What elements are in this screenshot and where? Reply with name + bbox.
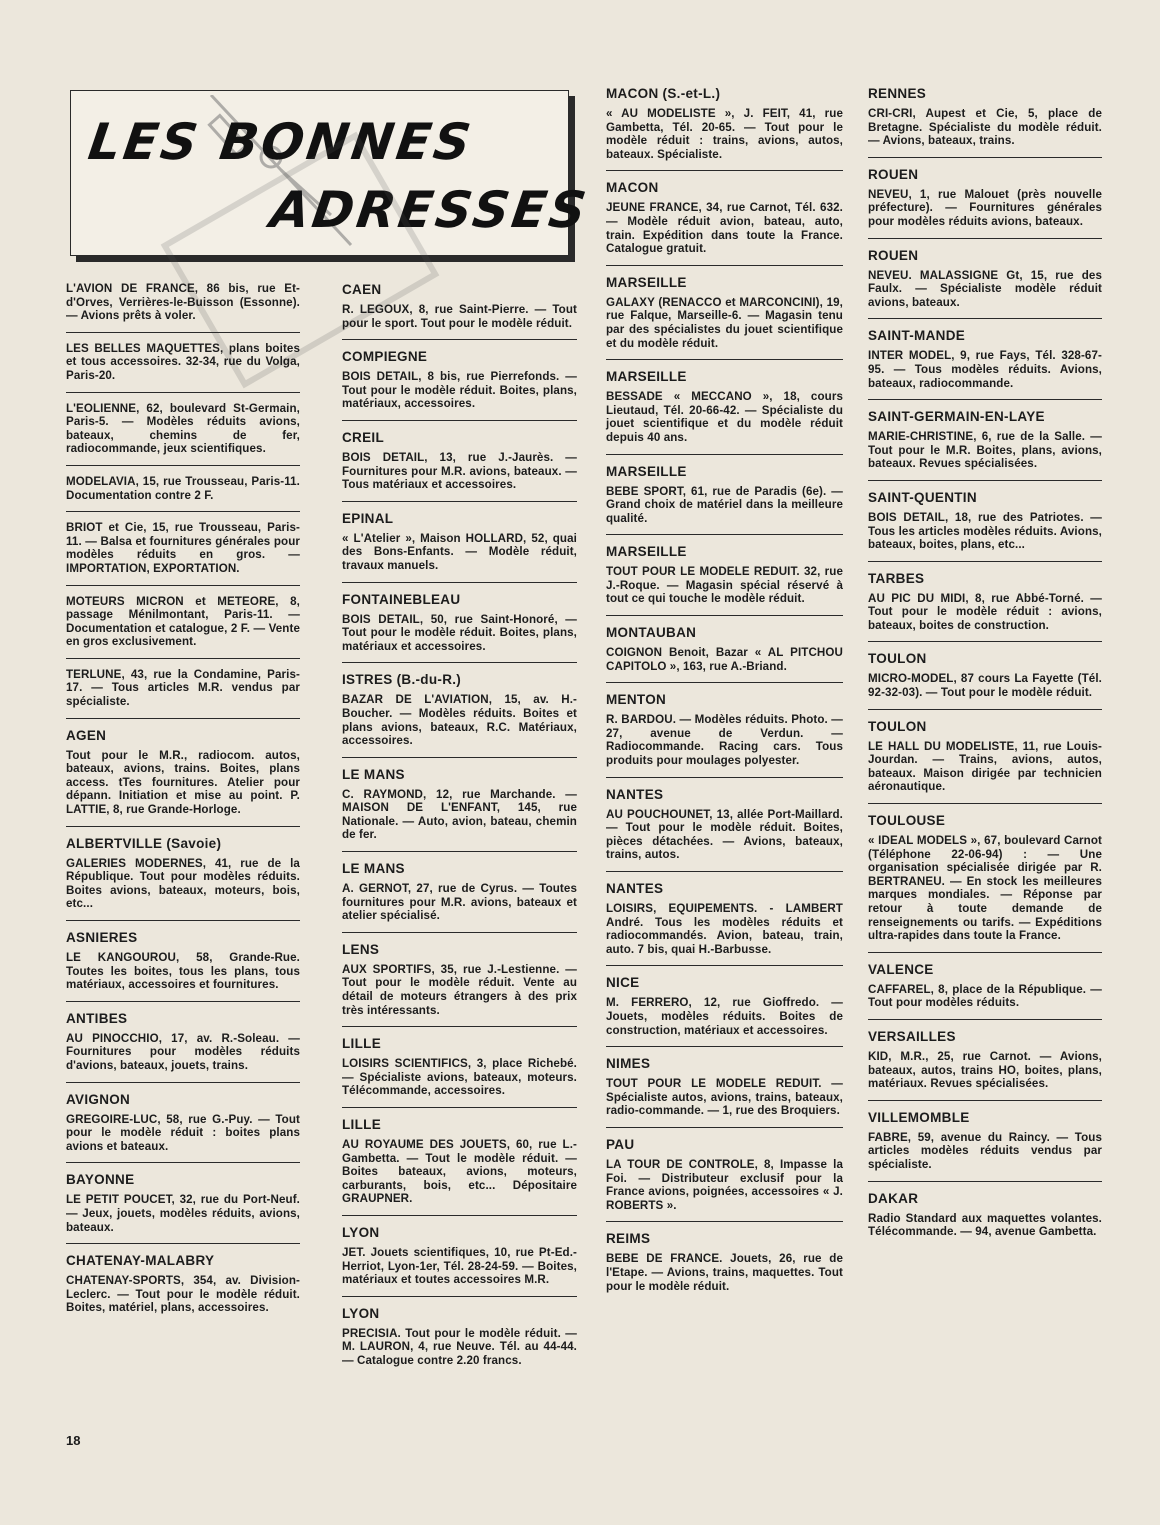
address-text: LES BELLES MAQUETTES, plans boites et tous accessoires. 32-34, rue du Volga, Paris-20. — [66, 341, 300, 382]
city-heading: ANTIBES — [66, 1010, 128, 1026]
address-entry — [342, 1306, 577, 1377]
address-entry — [606, 544, 843, 616]
address-entry — [342, 1036, 577, 1108]
address-entry — [868, 1029, 1102, 1101]
city-heading: AVIGNON — [66, 1091, 131, 1107]
city-heading: LENS — [342, 941, 380, 957]
city-heading: MONTAUBAN — [606, 625, 697, 641]
address-text: BOIS DETAIL, 8 bis, rue Pierrefonds. — Tout pour le modèle réduit. Boites, plans, matériaux, accessoires. — [342, 370, 577, 411]
address-text: TOUT POUR LE MODELE REDUIT. 32, rue J.-Roque. — Magasin spécial réservé à tout ce qui touche le modèle réduit. — [606, 565, 843, 606]
address-entry — [606, 180, 843, 265]
address-entry — [342, 282, 577, 340]
address-entry — [342, 767, 577, 852]
city-heading: CREIL — [342, 429, 384, 445]
address-text: BAZAR DE L'AVIATION, 15, av. H.-Boucher. — Modèles réduits. Boites et plans avions, bateaux, R.C. Matériaux, accessoires. — [342, 693, 577, 748]
city-heading: MACON — [606, 180, 659, 196]
address-text: CHATENAY-SPORTS, 354, av. Division-Leclerc. — Tout pour le modèle réduit. Boites, matériel, plans, accessoires. — [66, 1274, 300, 1315]
address-text: BEBE DE FRANCE. Jouets, 26, rue de l'Etape. — Avions, trains, maquettes. Tout pour le modèle réduit. — [606, 1252, 843, 1293]
address-entry — [66, 1172, 300, 1244]
address-text: NEVEU. MALASSIGNE Gt, 15, rue des Faulx. — Spécialiste modèle réduit avions, bateaux. — [868, 268, 1102, 309]
address-entry — [66, 282, 300, 333]
city-heading: DAKAR — [868, 1190, 919, 1206]
address-entry — [606, 369, 843, 454]
city-heading: TARBES — [868, 570, 925, 586]
address-entry — [66, 595, 300, 659]
address-entry — [606, 787, 843, 872]
city-heading: LYON — [342, 1224, 380, 1240]
address-entry — [868, 409, 1102, 481]
address-text: BOIS DETAIL, 13, rue J.-Jaurès. — Fournitures pour M.R. avions, bateaux. — Tous matériaux et accessoires. — [342, 450, 577, 492]
address-text: FABRE, 59, avenue du Raincy. — Tous articles modèles réduits vendus par spécialiste. — [868, 1130, 1102, 1171]
address-text: AU PIC DU MIDI, 8, rue Abbé-Torné. — Tout pour le modèle réduit : avions, bateaux, boites de construction. — [868, 591, 1102, 632]
address-text: « AU MODELISTE », J. FEIT, 41, rue Gambetta, Tél. 20-65. — Tout pour le modèle réduit : trains, avions, autos, bateaux. Spécialiste. — [606, 107, 843, 161]
address-text: Radio Standard aux maquettes volantes. Télécommande. — 94, avenue Gambetta. — [868, 1211, 1102, 1239]
address-entry — [342, 1225, 577, 1297]
address-text: L'EOLIENNE, 62, boulevard St-Germain, Paris-5. — Modèles réduits avions, bateaux, chemins de fer, radiocommande, jeux scientifiques. — [66, 401, 300, 456]
address-text: LE PETIT POUCET, 32, rue du Port-Neuf. — Jeux, jouets, modèles réduits, avions, bateaux. — [66, 1193, 300, 1234]
address-text: AU POUCHOUNET, 13, allée Port-Maillard. — Tout pour le modèle réduit. Boites, pièces détachées. — Avions, bateaux, trains, autos. — [606, 807, 843, 862]
address-entry — [342, 592, 577, 664]
address-text: GALAXY (RENACCO et MARCONCINI), 19, rue Falque, Marseille-6. — Magasin tenu par des spécialistes du jouet scientifique et du modèle réduit. — [606, 295, 843, 350]
city-heading: COMPIEGNE — [342, 349, 428, 365]
address-text: COIGNON Benoit, Bazar « AL PITCHOU CAPITOLO », 163, rue A.-Briand. — [606, 646, 843, 673]
address-text: CAFFAREL, 8, place de la République. — Tout pour modèles réduits. — [868, 982, 1102, 1010]
address-text: Tout pour le M.R., radiocom. autos, bateaux, avions, trains. Boites, plans access. tTes fournitures. Atelier pour dépann. Initiation et mise au point. P. LATTIE, 8, rue Grande-Horloge. — [66, 748, 300, 817]
city-heading: CHATENAY-MALABRY — [66, 1253, 215, 1269]
address-text: R. LEGOUX, 8, rue Saint-Pierre. — Tout pour le sport. Tout pour le modèle réduit. — [342, 303, 577, 330]
city-heading: NANTES — [606, 786, 664, 802]
address-entry — [606, 1137, 843, 1222]
address-entry — [606, 86, 843, 171]
city-heading: BAYONNE — [66, 1172, 135, 1188]
address-text: GALERIES MODERNES, 41, rue de la République. Tout pour modèles réduits. Boites avions, bateaux, moteurs, bois, etc... — [66, 856, 300, 911]
address-text: PRECISIA. Tout pour le modèle réduit. — M. LAURON, 4, rue Neuve. Tél. au 44-44. — Catalogue contre 2.20 francs. — [342, 1326, 577, 1367]
address-text: CRI-CRI, Aupest et Cie, 5, place de Bretagne. Spécialiste du modèle réduit. — Avions, bateaux, trains. — [868, 107, 1102, 148]
title-box — [70, 90, 593, 256]
address-entry — [868, 167, 1102, 239]
address-text: NEVEU, 1, rue Malouet (près nouvelle préfecture). — Fournitures générales pour modèles réduits avions, bateaux. — [868, 187, 1102, 228]
city-heading: SAINT-QUENTIN — [868, 489, 977, 505]
city-heading: MARSEILLE — [606, 274, 687, 290]
city-heading: MARSEILLE — [606, 463, 687, 479]
column-2 — [342, 282, 577, 1386]
city-heading: VALENCE — [868, 961, 934, 977]
address-entry — [66, 521, 300, 585]
address-entry — [66, 1253, 300, 1324]
address-entry — [868, 651, 1102, 709]
city-heading: ISTRES (B.-du-R.) — [342, 672, 462, 688]
address-entry — [868, 328, 1102, 400]
city-heading: ALBERTVILLE (Savoie) — [66, 835, 222, 851]
city-heading: SAINT-MANDE — [868, 328, 966, 344]
address-text: LE KANGOUROU, 58, Grande-Rue. Toutes les boites, tous les plans, tous matériaux, accessoires et fournitures. — [66, 951, 300, 992]
address-text: R. BARDOU. — Modèles réduits. Photo. — 27, avenue de Verdun. — Radiocommande. Racing cars. Tous produits pour moulages polyester. — [606, 713, 843, 768]
address-text: « IDEAL MODELS », 67, boulevard Carnot (Téléphone 22-06-94) : — Une organisation spécialisée dirigée par R. BERTRANEU. — En stock les meilleures marques mondiales. — Réponse par retour à toute demande de renseignements ou tarifs. — Expéditions ultra-rapides dans toute la France. — [868, 834, 1102, 943]
address-entry — [66, 728, 300, 827]
city-heading: NANTES — [606, 881, 664, 896]
address-text: TOUT POUR LE MODELE REDUIT. — Spécialiste autos, avions, trains, bateaux, radio-commande. — 1, rue des Broquiers. — [606, 1077, 843, 1118]
address-entry — [868, 248, 1102, 320]
address-entry — [342, 942, 577, 1027]
address-text: BRIOT et Cie, 15, rue Trousseau, Paris-11. — Balsa et fournitures générales pour modèles réduits en gros. — IMPORTATION, EXPORTATION. — [66, 521, 300, 575]
city-heading: LE MANS — [342, 766, 405, 782]
address-text: TERLUNE, 43, rue la Condamine, Paris-17. — Tous articles M.R. vendus par spécialiste. — [66, 667, 300, 709]
address-entry — [606, 1231, 843, 1302]
address-text: GREGOIRE-LUC, 58, rue G.-Puy. — Tout pour le modèle réduit : boites plans avions et bateaux. — [66, 1112, 300, 1153]
address-entry — [66, 402, 300, 466]
city-heading: MENTON — [606, 692, 667, 708]
city-heading: TOULON — [868, 651, 927, 667]
address-entry — [606, 625, 843, 683]
address-text: BOIS DETAIL, 18, rue des Patriotes. — Tous les articles modèles réduits. Avions, bateaux, boites, plans, etc... — [868, 510, 1102, 552]
city-heading: TOULOUSE — [868, 813, 946, 829]
address-entry — [342, 672, 577, 757]
address-text: LA TOUR DE CONTROLE, 8, Impasse la Foi. — Distributeur exclusif pour la France avions, poignées, accessoires « J. ROBERTS ». — [606, 1157, 843, 1212]
address-text: JEUNE FRANCE, 34, rue Carnot, Tél. 632. — Modèle réduit avion, bateau, auto, train. Expédition dans toute la France. Catalogue gratuit. — [606, 201, 843, 256]
city-heading: LILLE — [342, 1117, 381, 1132]
city-heading: ASNIERES — [66, 930, 138, 945]
address-text: « L'Atelier », Maison HOLLARD, 52, quai des Bons-Enfants. — Modèle réduit, travaux manuels. — [342, 531, 577, 572]
address-text: MODELAVIA, 15, rue Trousseau, Paris-11. Documentation contre 2 F. — [66, 474, 300, 502]
address-entry — [868, 571, 1102, 643]
address-text: LOISIRS, EQUIPEMENTS. - LAMBERT André. Tous les modèles réduits et radiocommandés. Avion, bateau, train, auto. 7 bis, quai H.-Barbusse. — [606, 902, 843, 956]
address-entry — [868, 719, 1102, 804]
address-entry — [66, 342, 300, 393]
address-entry — [868, 490, 1102, 562]
city-heading: VILLEMOMBLE — [868, 1109, 970, 1125]
city-heading: ROUEN — [868, 247, 919, 263]
address-text: MOTEURS MICRON et METEORE, 8, passage Ménilmontant, Paris-11. — Documentation et catalogue, 2 F. — Vente en gros exclusivement. — [66, 594, 300, 649]
address-text: BEBE SPORT, 61, rue de Paradis (6e). — Grand choix de matériel dans la meilleure qualité. — [606, 484, 843, 525]
title-line-2: ADRESSES — [266, 181, 593, 239]
address-entry — [66, 930, 300, 1002]
city-heading: FONTAINEBLEAU — [342, 591, 461, 607]
title-line-1: LES BONNES — [84, 113, 477, 171]
address-text: LE HALL DU MODELISTE, 11, rue Louis-Jourdan. — Trains, avions, autos, bateaux. Maison dirigée par technicien aéronautique. — [868, 739, 1102, 794]
column-3 — [606, 86, 843, 1311]
address-entry — [66, 836, 300, 921]
city-heading: LYON — [342, 1305, 380, 1321]
address-text: INTER MODEL, 9, rue Fays, Tél. 328-67-95. — Tous modèles réduits. Avions, bateaux, radiocommande. — [868, 349, 1102, 390]
address-entry — [66, 475, 300, 512]
address-entry — [342, 861, 577, 933]
address-entry — [606, 464, 843, 536]
city-heading: NICE — [606, 975, 640, 991]
address-entry — [66, 668, 300, 719]
address-text: L'AVION DE FRANCE, 86 bis, rue Et-d'Orves, Verrières-le-Buisson (Essonne). — Avions prêts à voler. — [66, 282, 300, 323]
city-heading: MARSEILLE — [606, 544, 687, 560]
city-heading: MACON (S.-et-L.) — [606, 86, 721, 101]
city-heading: MARSEILLE — [606, 369, 687, 385]
address-text: C. RAYMOND, 12, rue Marchande. — MAISON DE L'ENFANT, 145, rue Nationale. — Auto, avion, bateau, chemin de fer. — [342, 787, 577, 842]
city-heading: CAEN — [342, 282, 382, 297]
city-heading: RENNES — [868, 86, 927, 101]
city-heading: AGEN — [66, 727, 107, 743]
address-entry — [606, 275, 843, 360]
address-entry — [66, 1011, 300, 1083]
address-text: KID, M.R., 25, rue Carnot. — Avions, bateaux, autos, trains HO, boites, plans, matériaux. Revues spécialisées. — [868, 1049, 1102, 1091]
address-text: BOIS DETAIL, 50, rue Saint-Honoré, — Tout pour le modèle réduit. Boites, plans, matériaux et accessoires. — [342, 612, 577, 653]
address-text: A. GERNOT, 27, rue de Cyrus. — Toutes fournitures pour M.R. avions, bateaux et atelier spécialisé. — [342, 882, 577, 923]
address-text: AU ROYAUME DES JOUETS, 60, rue L.-Gambetta. — Tout le modèle réduit. — Boites bateaux, avions, moteurs, carburants, bois, etc... Dépositaire GRAUPNER. — [342, 1138, 577, 1206]
city-heading: TOULON — [868, 718, 927, 734]
city-heading: REIMS — [606, 1231, 651, 1247]
address-entry — [868, 962, 1102, 1020]
address-entry — [342, 430, 577, 502]
address-text: MICRO-MODEL, 87 cours La Fayette (Tél. 92-32-03). — Tout pour le modèle réduit. — [868, 672, 1102, 700]
address-text: BESSADE « MECCANO », 18, cours Lieutaud, Tél. 20-66-42. — Spécialiste du jouet scientifique et du modèle réduit depuis 40 ans. — [606, 390, 843, 444]
city-heading: LILLE — [342, 1036, 381, 1052]
city-heading: ROUEN — [868, 166, 919, 182]
address-text: LOISIRS SCIENTIFICS, 3, place Richebé. — Spécialiste avions, bateaux, moteurs. Télécommande, accessoires. — [342, 1057, 577, 1098]
address-entry — [606, 1056, 843, 1128]
address-entry — [342, 1117, 577, 1216]
address-entry — [66, 1092, 300, 1164]
column-1 — [66, 282, 300, 1333]
city-heading: PAU — [606, 1136, 635, 1152]
address-text: AUX SPORTIFS, 35, rue J.-Lestienne. — Tout pour le modèle réduit. Vente au détail de moteurs étrangers à des prix très intéressants. — [342, 962, 577, 1017]
page-number: 18 — [66, 1433, 81, 1448]
city-heading: LE MANS — [342, 861, 405, 877]
address-text: M. FERRERO, 12, rue Gioffredo. — Jouets, modèles réduits. Boites de construction, matériaux et accessoires. — [606, 996, 843, 1037]
address-entry — [342, 349, 577, 421]
address-text: JET. Jouets scientifiques, 10, rue Pt-Ed.-Herriot, Lyon-1er, Tél. 28-24-59. — Boites, matériaux et toutes accessoires M.R. — [342, 1245, 577, 1287]
address-entry — [606, 692, 843, 777]
address-entry — [606, 975, 843, 1047]
address-entry — [868, 86, 1102, 158]
city-heading: VERSAILLES — [868, 1028, 956, 1044]
address-entry — [868, 813, 1102, 953]
address-text: AU PINOCCHIO, 17, av. R.-Soleau. — Fournitures pour modèles réduits d'avions, bateaux, jouets, trains. — [66, 1031, 300, 1072]
city-heading: NIMES — [606, 1056, 651, 1072]
city-heading: EPINAL — [342, 510, 394, 526]
column-4 — [868, 86, 1102, 1257]
city-heading: SAINT-GERMAIN-EN-LAYE — [868, 409, 1045, 425]
address-entry — [868, 1110, 1102, 1182]
address-entry — [868, 1191, 1102, 1248]
address-text: MARIE-CHRISTINE, 6, rue de la Salle. — Tout pour le M.R. Boites, plans, avions, bateaux. Revues spécialisées. — [868, 430, 1102, 471]
address-entry — [342, 511, 577, 583]
address-entry — [606, 881, 843, 966]
